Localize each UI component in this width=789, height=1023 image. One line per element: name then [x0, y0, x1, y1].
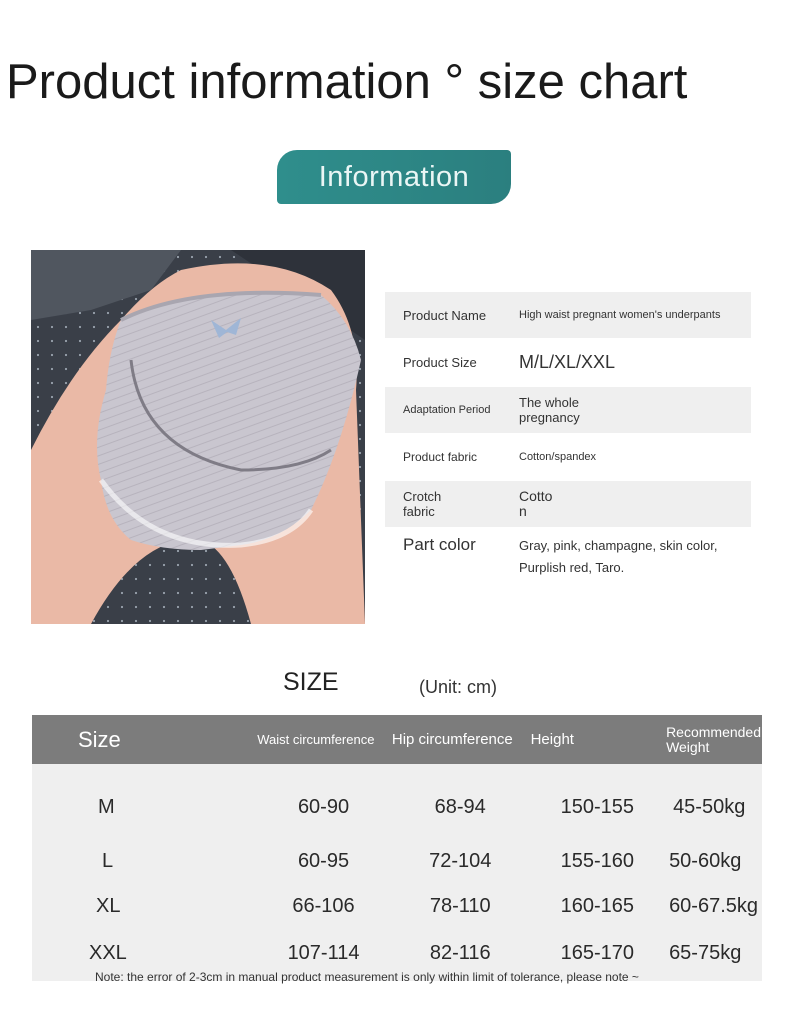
info-value: The whole pregnancy [519, 395, 580, 425]
hip-cell: 68-94 [391, 764, 530, 839]
header-waist: Waist circumference [256, 715, 391, 764]
info-row-adaptation-period [385, 387, 751, 433]
product-photo [31, 250, 365, 624]
measurement-note: Note: the error of 2-3cm in manual product measurement is only within limit of tolerance, please note ~ [95, 970, 639, 984]
height-cell: 160-165 [530, 884, 665, 929]
size-unit: (Unit: cm) [419, 677, 497, 697]
info-row-part-color [385, 527, 751, 597]
info-value: High waist pregnant women's underpants [519, 308, 721, 321]
height-cell: 155-160 [530, 839, 665, 884]
info-value: M/L/XL/XXL [519, 352, 616, 372]
info-label: Product Name [403, 307, 487, 323]
weight-cell: 50-60kg [665, 839, 762, 884]
size-row [32, 884, 762, 929]
size-row [32, 839, 762, 884]
waist-cell: 60-90 [256, 764, 391, 839]
size-cell: L [32, 839, 256, 884]
size-row [32, 764, 762, 839]
size-table-header-row [32, 715, 762, 764]
size-title: SIZE [283, 668, 339, 696]
size-cell: XXL [32, 929, 256, 981]
hip-cell: 82-116 [391, 929, 530, 981]
info-value: Cotton [519, 488, 553, 519]
hip-cell: 78-110 [391, 884, 530, 929]
hip-cell: 72-104 [391, 839, 530, 884]
height-cell: 150-155 [530, 764, 665, 839]
header-height: Height [530, 715, 665, 764]
size-cell: XL [32, 884, 256, 929]
header-hip: Hip circumference [391, 715, 530, 764]
info-row-product-name [385, 292, 751, 338]
waist-cell: 60-95 [256, 839, 391, 884]
info-row-product-fabric [385, 433, 751, 481]
page-title: Product information ° size chart [6, 55, 688, 109]
info-label: Product fabric [403, 449, 478, 464]
info-label: Part color [403, 535, 476, 554]
information-badge-label: Information [318, 160, 470, 193]
info-row-crotch-fabric [385, 481, 751, 527]
information-badge [277, 150, 511, 204]
product-illustration [31, 250, 365, 624]
info-label: Adaptation Period [403, 403, 491, 416]
info-label: Product Size [403, 355, 477, 370]
header-weight: Recommended Weight [665, 715, 762, 764]
weight-cell: 45-50kg [665, 764, 762, 839]
weight-cell: 60-67.5kg [665, 884, 762, 929]
size-cell: M [32, 764, 256, 839]
size-chart-table [32, 715, 762, 981]
height-cell: 165-170 [530, 929, 665, 981]
info-value: Cotton/spandex [519, 450, 597, 463]
header-size: Size [32, 715, 256, 764]
waist-cell: 66-106 [256, 884, 391, 929]
info-label: Crotch fabric [403, 489, 442, 519]
info-value: Gray, pink, champagne, skin color, Purplish red, Taro. [519, 538, 718, 575]
info-row-product-size [385, 338, 751, 387]
weight-cell: 65-75kg [665, 929, 762, 981]
product-info-table [385, 292, 751, 597]
waist-cell: 107-114 [256, 929, 391, 981]
